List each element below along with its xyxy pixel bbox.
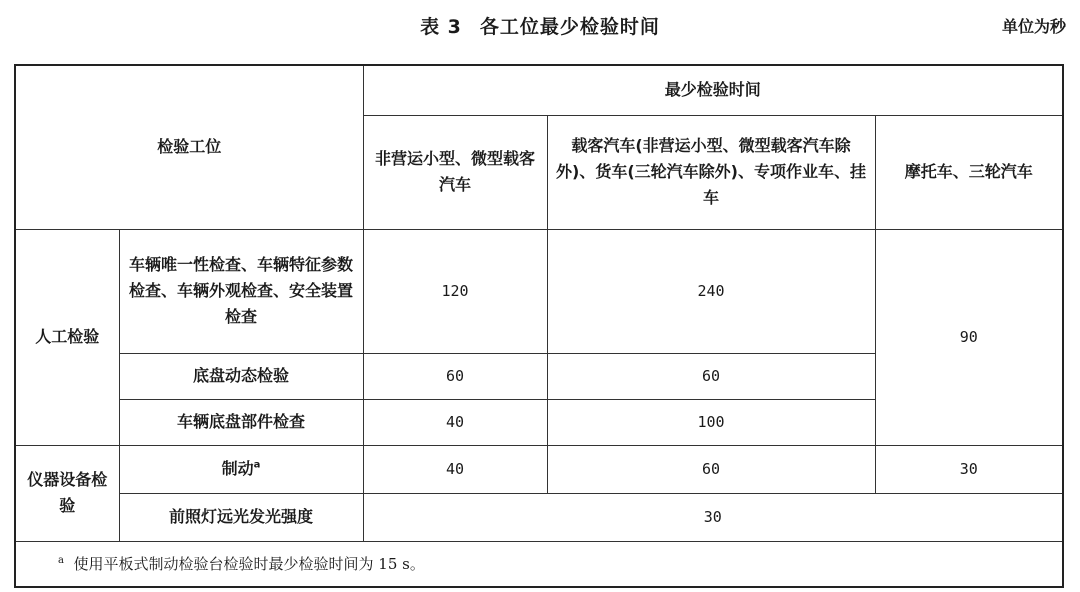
table-row (15, 229, 1063, 353)
col-header-passenger-truck: 载客汽车(非营运小型、微型载客汽车除外)、货车(三轮汽车除外)、专项作业车、挂车 (547, 115, 875, 229)
value-cell: 40 (363, 445, 547, 493)
table-title-text: 各工位最少检验时间 (479, 16, 660, 38)
footnote-mark: a (58, 554, 64, 566)
col-header-motorcycle: 摩托车、三轮汽车 (875, 115, 1063, 229)
group-label-instrument: 仪器设备检验 (15, 445, 119, 541)
value-cell: 120 (363, 229, 547, 353)
value-cell: 240 (547, 229, 875, 353)
value-cell: 40 (363, 399, 547, 445)
item-label: 底盘动态检验 (119, 353, 363, 399)
footnote-row (15, 541, 1063, 587)
value-cell-motorcycle-manual: 90 (875, 229, 1063, 445)
value-cell: 30 (875, 445, 1063, 493)
group-label-manual: 人工检验 (15, 229, 119, 445)
station-header: 检验工位 (15, 65, 363, 229)
col-header-small-passenger: 非营运小型、微型载客汽车 (363, 115, 547, 229)
table-row (15, 445, 1063, 493)
item-label: 前照灯远光发光强度 (119, 493, 363, 541)
footnote (15, 541, 1063, 587)
time-header: 最少检验时间 (363, 65, 1063, 115)
table-number: 表 3 (420, 16, 462, 38)
value-cell: 100 (547, 399, 875, 445)
table-title (0, 12, 1080, 39)
table-row (15, 493, 1063, 541)
inspection-time-table (14, 64, 1064, 588)
value-cell: 60 (547, 353, 875, 399)
unit-label: 单位为秒 (1001, 17, 1066, 36)
item-label: 车辆唯一性检查、车辆特征参数检查、车辆外观检查、安全装置检查 (119, 229, 363, 353)
item-label (119, 445, 363, 493)
header-row-1 (15, 65, 1063, 115)
value-cell-merged: 30 (363, 493, 1063, 541)
value-cell: 60 (547, 445, 875, 493)
footnote-text: 使用平板式制动检验台检验时最少检验时间为 15 s。 (73, 554, 425, 573)
item-label: 车辆底盘部件检查 (119, 399, 363, 445)
item-label-text: 制动 (221, 459, 254, 478)
value-cell: 60 (363, 353, 547, 399)
footnote-mark: a (253, 459, 261, 471)
